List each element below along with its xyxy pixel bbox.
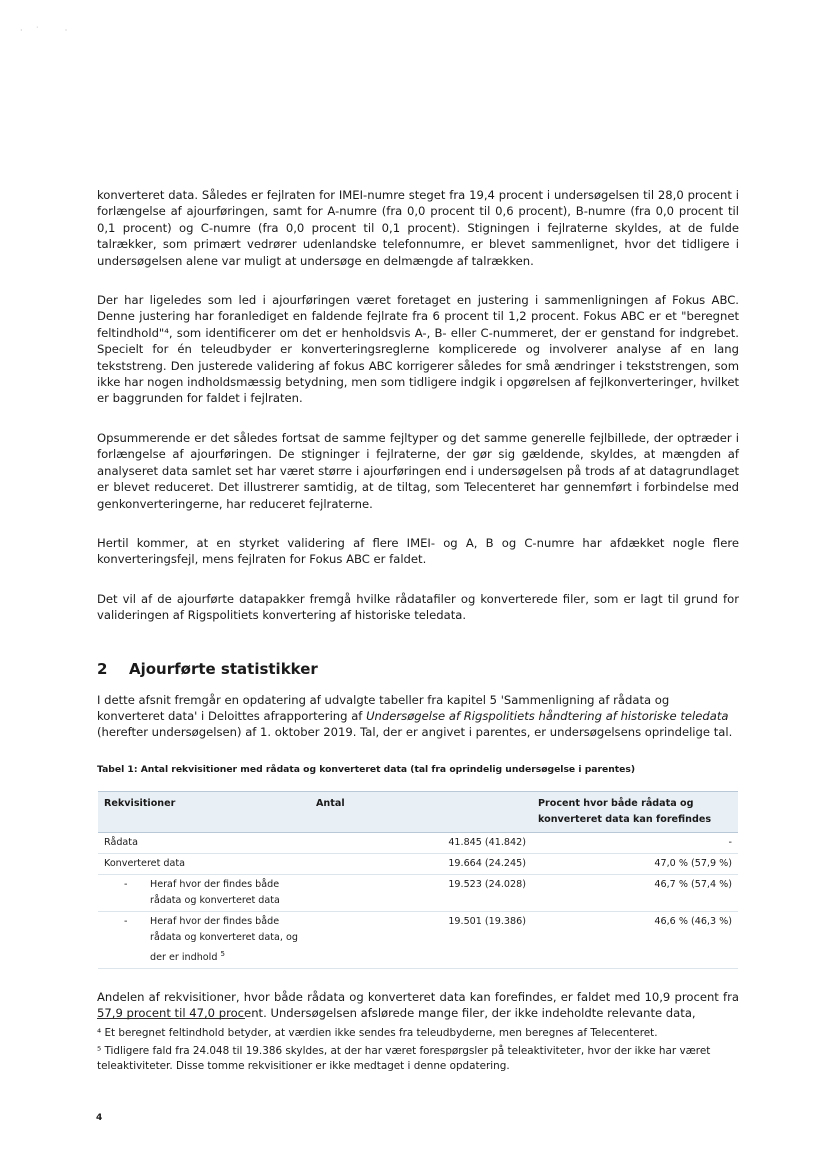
row-antal: 19.523 (24.028) [310,874,532,911]
row-label-cell [98,911,310,968]
section-title: Ajourførte statistikker [129,659,318,678]
table-header-row [98,791,738,832]
row-label: Rådata [98,832,310,853]
footnotes [97,1026,737,1077]
paragraph-2: Der har ligeledes som led i ajourføringen været foretaget en justering i sammenligningen af Fokus ABC. Denne justering har foranlediget en faldende fejlrate fra 6 procent til 1,2 procent. Fokus ABC er et "beregnet feltindhold"⁴, som identificerer om det er henholdsvis A-, B- eller C-nummeret, der er genstand for indgrebet. Specielt for én teleudbyder er konverteringsreglerne komplicerede og involverer analyse af en lang tekststreng. Den justerede validering af fokus ABC korrigerer således for små ændringer i tekststrengen, som ikke har nogen indholdsmæssig betydning, men som tidligere indgik i opgørelsen af fejlkonverteringer, hvilket er baggrunden for faldet i fejlraten. [97,293,739,406]
footnote-divider [97,1018,245,1019]
row-procent: 46,7 % (57,4 %) [532,874,738,911]
table-row [98,853,738,874]
table-row [98,874,738,911]
table-row [98,832,738,853]
row-label-wrap [150,914,300,966]
footnote-4: ⁴ Et beregnet feltindhold betyder, at værdien ikke sendes fra teleudbyderne, men beregnes af Telecenteret. [97,1027,658,1039]
row-antal: 19.664 (24.245) [310,853,532,874]
header-rekvisitioner: Rekvisitioner [104,797,176,809]
section-intro-text: I dette afsnit fremgår en opdatering af udvalgte tabeller fra kapitel 5 'Sammenligning af rådata og konverteret data' i Deloittes afrapportering af [97,692,670,723]
row-dash: - [124,878,128,890]
section-intro-text-end: (herefter undersøgelsen) af 1. oktober 2019. Tal, der er angivet i parentes, er undersøgelsens oprindelige tal. [97,725,733,740]
row-procent: - [532,832,738,853]
header-antal: Antal [316,797,345,809]
report-title-italic: Undersøgelse af Rigspolitiets håndtering af historiske teledata [366,708,729,723]
row-antal: 19.501 (19.386) [310,911,532,968]
footnote-ref-5: 5 [220,949,225,958]
header-procent: Procent hvor både rådata og konverteret data kan forefindes [538,797,712,825]
final-paragraph: Andelen af rekvisitioner, hvor både rådata og konverteret data kan forefindes, er faldet med 10,9 procent fra 57,9 procent til 47,0 procent. Undersøgelsen afslørede mange filer, der ikke indeholdte relevante data, [97,989,739,1021]
section-intro [97,692,739,741]
section-number: 2 [97,659,108,678]
paragraph-4: Hertil kommer, at en styrket validering af flere IMEI- og A, B og C-numre har afdækket nogle flere konverteringsfejl, mens fejlraten for Fokus ABC er faldet. [97,535,739,567]
row-label: Konverteret data [98,853,310,874]
table-row [98,911,738,968]
data-table [98,791,738,969]
paragraph-1: konverteret data. Således er fejlraten for IMEI-numre steget fra 19,4 procent i undersøgelsen til 28,0 procent i forlængelse af ajourføringen, samt for A-numre (fra 0,0 procent til 0,6 procent), B-numre (fra 0,0 procent til 0,1 procent) og C-numre (fra 0,0 procent til 0,1 procent). Stigningen i fejlraterne skyldes, at de fulde talrækker, som primært vedrører udenlandske telefonnumre, er blevet sammenlignet, hvor det tidligere i undersøgelsen alene var muligt at undersøge en delmængde af talrækken. [97,188,739,268]
page-number: 4 [96,1113,103,1123]
row-antal: 41.845 (41.842) [310,832,532,853]
row-dash: - [124,915,128,927]
row-label: Heraf hvor der findes både rådata og konverteret data, og der er indhold [150,915,298,963]
row-label-cell [98,874,310,911]
row-label: Heraf hvor der findes både rådata og konverteret data [150,878,280,906]
row-procent: 47,0 % (57,9 %) [532,853,738,874]
paragraph-3: Opsummerende er det således fortsat de samme fejltyper og det samme generelle fejlbillede, der optræder i forlængelse af ajourføringen. De stigninger i fejlraterne, der gør sig gældende, skyldes, at mængden af analyseret data samlet set har været større i ajourføringen end i undersøgelsen på trods af at datagrundlaget er blevet reduceret. Det illustrerer samtidig, at de tiltag, som Telecenteret har gennemført i forbindelse med genkonverteringerne, har reduceret fejlraterne. [97,430,739,511]
paragraph-5: Det vil af de ajourførte datapakker fremgå hvilke rådatafiler og konverterede filer, som er lagt til grund for valideringen af Rigspolitiets konvertering af historiske teledata. [97,591,739,623]
section-heading [97,660,739,678]
row-procent: 46,6 % (46,3 %) [532,911,738,968]
footnote-5: ⁵ Tidligere fald fra 24.048 til 19.386 skyldes, at der har været forespørgsler på teleaktiviteter, hvor der ikke har været teleaktiviteter. Disse tomme rekvisitioner er ikke medtaget i denne opdatering. [97,1044,711,1072]
table-caption: Tabel 1: Antal rekvisitioner med rådata og konverteret data (tal fra oprindelig undersøgelse i parentes) [97,763,636,775]
page-content [97,187,739,1045]
scan-specks: · ˙ · [20,26,68,35]
